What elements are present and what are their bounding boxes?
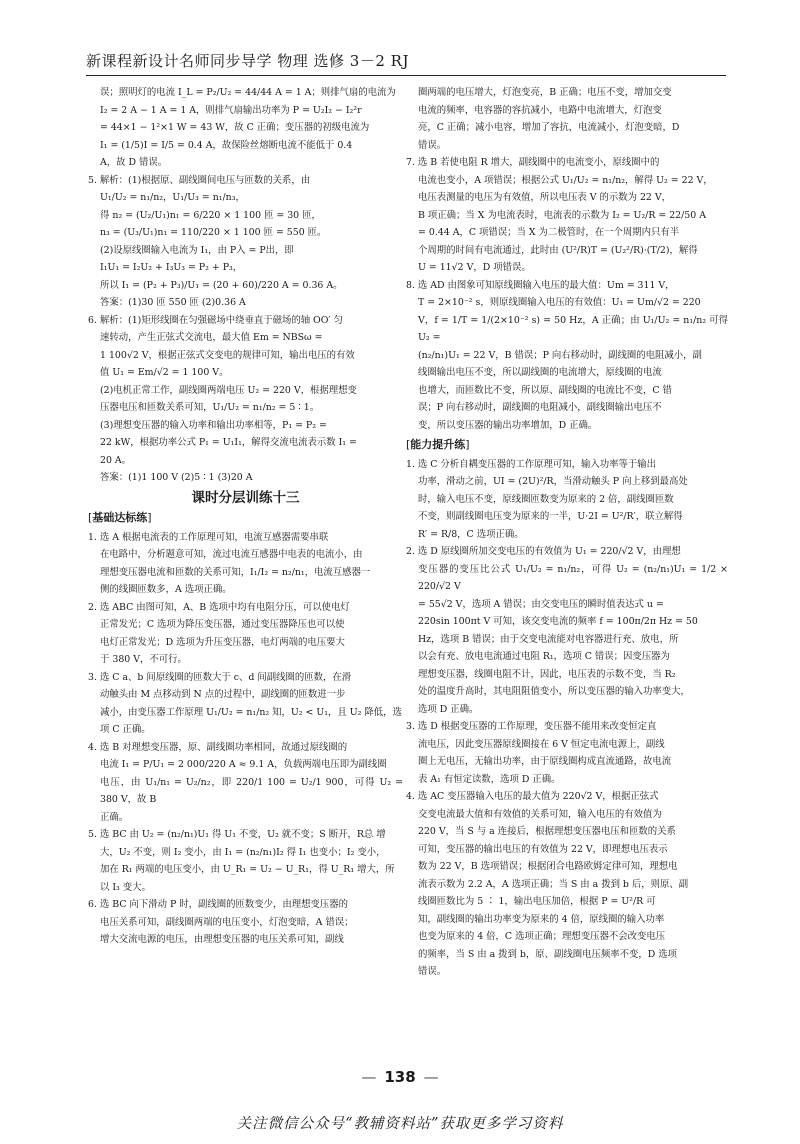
footer-note: 关注微信公众号“教辅资料站”获取更多学习资料 (236, 1116, 564, 1132)
text-line: 7. 选 B 若使电阻 R 增大，副线圈中的电流变小，原线圈中的 (406, 157, 660, 168)
text-line: 理想变压器电流和匝数的关系可知，I₁/I₂ = n₂/n₁，电流互感器一 (100, 566, 371, 578)
left-column (88, 84, 403, 949)
text-line: 答案：(1)30 匝 550 匝 (2)0.36 A (100, 297, 246, 308)
text-line: 6. 解析：(1)矩形线圈在匀强磁场中绕垂直于磁场的轴 OO′ 匀 (88, 314, 343, 326)
page-number: — 138 — (361, 1068, 439, 1086)
text-line: 答案：(1)1 100 V (2)5 ∶ 1 (3)20 A (100, 472, 253, 483)
text-line: 8. 选 AD 由图象可知原线圈输入电压的最大值：Um = 311 V， (406, 279, 675, 291)
text-line: U = 11√2 V，D 项错误。 (418, 262, 531, 273)
text-line: 表 A₁ 有恒定读数，选项 D 正确。 (418, 773, 561, 785)
text-line: 电压，由 U₁/n₁ = U₂/n₂，即 220/1 100 = U₂/1 900，可得 U₂ = 380 V，故 B (100, 776, 403, 805)
text-line: (2)设原线圈输入电流为 I₁，由 P入 = P出，即 (100, 244, 294, 256)
text-line: I₁ = (1/5)I = I/5 = 0.4 A，故保险丝熔断电流不能低于 0.4 (100, 139, 353, 151)
text-line: Hz，选项 B 错误；由于交变电流能对电容器进行充、放电，所 (418, 633, 679, 645)
right-column (406, 84, 728, 981)
text-line: 变压器的变压比公式 U₁/U₂ = n₁/n₂，可得 U₂ = (n₂/n₁)U₁ = 1/2 × 220/√2 V (418, 563, 728, 592)
text-line: I₂ = 2 A − 1 A = 1 A，则排气扇输出功率为 P = U₂I₂ − I₂²r (100, 104, 362, 116)
text-line: = 55√2 V，选项 A 错误；由交变电压的瞬时值表达式 u = (418, 598, 664, 610)
text-line: 4. 选 AC 变压器输入电压的最大值为 220√2 V，根据正弦式 (406, 791, 659, 802)
text-line: 交变电流最大值和有效值的关系可知，输入电压的有效值为 (418, 808, 662, 820)
text-line: I₁U₁ = I₂U₂ + I₃U₃ = P₂ + P₃， (100, 262, 243, 273)
text-line: 理想变压器，线圈电阻不计，因此，电压表的示数不变，当 R₂ (418, 668, 676, 680)
ability-answers (406, 456, 728, 981)
text-line: 4. 选 B 对理想变压器，原、副线圈功率相同，故通过原线圈的 (88, 741, 348, 753)
text-line: 大，U₂ 不变，则 I₂ 变小，由 I₁ = (n₂/n₁)I₂ 得 I₁ 也变小；I₂ 变小， (100, 846, 386, 858)
text-line: 误；照明灯的电流 I_L = P₂/U₂ = 44/44 A = 1 A；则排气扇的电流为 (100, 87, 396, 98)
basic-practice-label: [基础达标练] (88, 511, 152, 524)
text-line: 变，所以变压器的输出功率增加，D 正确。 (418, 419, 598, 431)
running-header: 新课程新设计名师同步导学 物理 选修 3－2 RJ (86, 50, 726, 76)
text-line: 时，输入电压不变，原线圈匝数变为原来的 2 倍，副线圈匝数 (418, 493, 674, 505)
text-line: 于 380 V，不可行。 (100, 654, 187, 665)
text-line: 值 U₁ = Em/√2 = 1 100 V。 (100, 367, 229, 378)
text-line: 也增大，而匝数比不变，所以原、副线圈的电流比不变，C 错 (418, 384, 672, 396)
text-line: 减小，由变压器工作原理 U₁/U₂ = n₁/n₂ 知，U₂ < U₁，且 U₂ 降低，选 (100, 706, 402, 718)
text-line: 线圈匝数比为 5 ∶ 1，输出电压加倍，根据 P = U²/R 可 (418, 896, 656, 907)
text-line: 在电路中，分析题意可知，流过电流互感器中电表的电流小，由 (100, 549, 363, 560)
text-line: 增大交流电源的电压，由理想变压器的电压关系可知，副线 (100, 934, 344, 945)
text-line: 线圈输出电压不变，所以副线圈的电流增大，原线圈的电流 (418, 367, 662, 378)
text-line: 3. 选 D 根据变压器的工作原理，变压器不能用来改变恒定直 (406, 721, 657, 732)
text-line: n₃ = (U₃/U₁)n₁ = 110/220 × 1 100 匝 = 550 匝。 (100, 227, 327, 238)
text-line: 电灯正常发光；D 选项为升压变压器，电灯两端的电压要大 (100, 636, 345, 648)
text-line: 侧的线圈匝数多，A 选项正确。 (100, 584, 232, 595)
text-line: (n₂/n₁)U₁ = 22 V，B 错误；P 向右移动时，副线圈的电阻减小，副 (418, 349, 702, 361)
text-line: 错误。 (418, 139, 447, 151)
text-line: 3. 选 C a、b 间原线圈的匝数大于 c、d 间副线圈的匝数，在滑 (88, 671, 352, 683)
text-line: 电流 I₁ = P/U₁ = 2 000/220 A ≈ 9.1 A，负载两端电压即为副线圈 (100, 759, 387, 770)
text-line: 220sin 100πt V 可知，该交变电流的频率 f = 100π/2π Hz = 50 (418, 616, 698, 627)
text-line: 5. 选 BC 由 U₂ = (n₂/n₁)U₁ 得 U₁ 不变，U₂ 就不变；S 断开，R总 增 (88, 829, 386, 840)
text-line: 亮，C 正确；减小电容，增加了容抗，电流减小，灯泡变暗，D (418, 122, 680, 133)
text-line: 的频率，当 S 由 a 拨到 b，原、副线圈电压频率不变，D 选项 (418, 948, 678, 960)
text-line: 1 100√2 V，根据正弦式交变电的规律可知，输出电压的有效 (100, 349, 355, 361)
text-line: 流表示数为 2.2 A，A 选项正确；当 S 由 a 拨到 b 后，则原、副 (418, 878, 689, 890)
text-line: 动触头由 M 点移动到 N 点的过程中，副线圈的匝数进一步 (100, 689, 346, 700)
text-line: 22 kW，根据功率公式 P₁ = U₁I₁，解得交流电流表示数 I₁ = (100, 437, 357, 448)
ability-label: [能力提升练] (406, 438, 470, 451)
text-line: 220 V，当 S 与 a 连接后，根据理想变压器电压和匝数的关系 (418, 826, 676, 837)
page-number-value: 138 (384, 1068, 416, 1086)
text-line: 流电压，因此变压器原线圈接在 6 V 恒定电流电源上，副线 (418, 738, 665, 750)
text-line: 知，副线圈的输出功率变为原来的 4 倍，原线圈的输入功率 (418, 913, 665, 925)
text-line: 5. 解析：(1)根据原、副线圈间电压与匝数的关系，由 (88, 174, 311, 186)
text-line: 所以 I₁ = (P₂ + P₃)/U₁ = (20 + 60)/220 A = 0.36 A。 (100, 279, 343, 291)
text-line: 20 A。 (100, 454, 132, 466)
text-line: 圈两端的电压增大，灯泡变亮，B 正确；电压不变，增加交变 (418, 87, 672, 98)
text-line: 圈上无电压，无输出功率，由于原线圈构成直流通路，故电流 (418, 756, 672, 767)
text-line: 电压关系可知，副线圈两端的电压变小，灯泡变暗，A 错误； (100, 916, 354, 928)
text-line: B 项正确；当 X 为电流表时，电流表的示数为 I₂ = U₂/R = 22/50 A (418, 209, 706, 221)
text-line: A，故 D 错误。 (100, 157, 168, 168)
text-line: 6. 选 BC 向下滑动 P 时，副线圈的匝数变少，由理想变压器的 (88, 899, 349, 910)
text-line: 选项 D 正确。 (418, 703, 479, 715)
text-line: U₁/U₂ = n₁/n₂，U₁/U₃ = n₁/n₃， (100, 192, 245, 203)
left-answers-block (88, 84, 403, 487)
text-line: (2)电机正常工作，副线圈两端电压 U₂ = 220 V，根据理想变 (100, 384, 357, 396)
section-title: 课时分层训练十三 (191, 489, 300, 506)
text-line: = 44×1 − 1²×1 W = 43 W，故 C 正确；变压器的初级电流为 (100, 122, 370, 133)
text-line: 项 C 正确。 (100, 724, 151, 735)
text-line: 错误。 (418, 966, 447, 977)
text-line: 个周期的时间有电流通过，此时由 (U²/R)T = (U₂²/R)·(T/2)，解得 (418, 244, 698, 256)
text-line: 以 I₃ 变大。 (100, 881, 151, 893)
text-line: 电流也变小，A 项错误；根据公式 U₁/U₂ = n₁/n₂，解得 U₂ = 22 V， (418, 174, 713, 186)
text-line: 电流的频率，电容器的容抗减小，电路中电流增大，灯泡变 (418, 104, 662, 116)
text-line: 速转动，产生正弦式交流电，最大值 Em = NBSω = (100, 332, 323, 343)
text-line: 也变为原来的 4 倍，C 选项正确；理想变压器不会改变电压 (418, 931, 666, 942)
right-answers-block (406, 84, 728, 434)
text-line: 数为 22 V，B 选项错误；根据闭合电路欧姆定律可知，理想电 (418, 861, 678, 872)
text-line: 1. 选 A 根据电流表的工作原理可知，电流互感器需要串联 (88, 531, 329, 543)
text-line: 不变，则副线圈电压变为原来的一半，U·2I = U²/R′，联立解得 (418, 511, 683, 522)
text-line: (3)理想变压器的输入功率和输出功率相等，P₁ = P₂ = (100, 419, 327, 431)
text-line: 加在 R₁ 两端的电压变小，由 U_R₁ = U₂ − U_R₁，得 U_R₁ 增大，所 (100, 864, 395, 875)
text-line: T = 2×10⁻² s，则原线圈输入电压的有效值：U₁ = Um/√2 = 220 (418, 297, 701, 308)
text-line: 2. 选 D 原线圈所加交变电压的有效值为 U₁ = 220/√2 V，由理想 (406, 546, 681, 557)
text-line: R′ = R/8，C 选项正确。 (418, 528, 524, 540)
ability-text: 能力提升练 (410, 438, 466, 451)
text-line: 可知，变压器的输出电压的有效值为 22 V，即理想电压表示 (418, 843, 668, 855)
text-line: 处的温度升高时，其电阻阻值变小，所以变压器的输入功率变大， (418, 686, 690, 697)
text-line: V，f = 1/T = 1/(2×10⁻² s) = 50 Hz，A 正确；由 U₁/U₂ = n₁/n₂ 可得 U₂ = (418, 314, 728, 343)
text-line: 正常发光；C 选项为降压变压器，通过变压器降压也可以使 (100, 619, 345, 630)
basic-practice-text: 基础达标练 (92, 511, 148, 524)
text-line: 电压表测量的电压为有效值，所以电压表 V 的示数为 22 V， (418, 192, 672, 203)
basic-practice-answers (88, 529, 403, 949)
text-line: 得 n₂ = (U₂/U₁)n₁ = 6/220 × 1 100 匝 = 30 匝， (100, 209, 321, 221)
text-line: 正确。 (100, 811, 129, 823)
text-line: 压器电压和匝数关系可知，U₁/U₂ = n₁/n₂ = 5 ∶ 1。 (100, 402, 320, 413)
text-line: 2. 选 ABC 由图可知，A、B 选项中均有电阻分压，可以使电灯 (88, 601, 350, 613)
text-line: 功率，滑动之前，UI = (2U)²/R，当滑动触头 P 向上移到最高处 (418, 476, 688, 487)
text-line: 误；P 向右移动时，副线圈的电阻减小，副线圈输出电压不 (418, 402, 662, 413)
text-line: = 0.44 A，C 项错误；当 X 为二极管时，在一个周期内只有半 (418, 227, 680, 238)
text-line: 1. 选 C 分析自耦变压器的工作原理可知，输入功率等于输出 (406, 458, 657, 470)
text-line: 以会有充、放电电流通过电阻 R₁，选项 C 错误；因变压器为 (418, 651, 670, 662)
